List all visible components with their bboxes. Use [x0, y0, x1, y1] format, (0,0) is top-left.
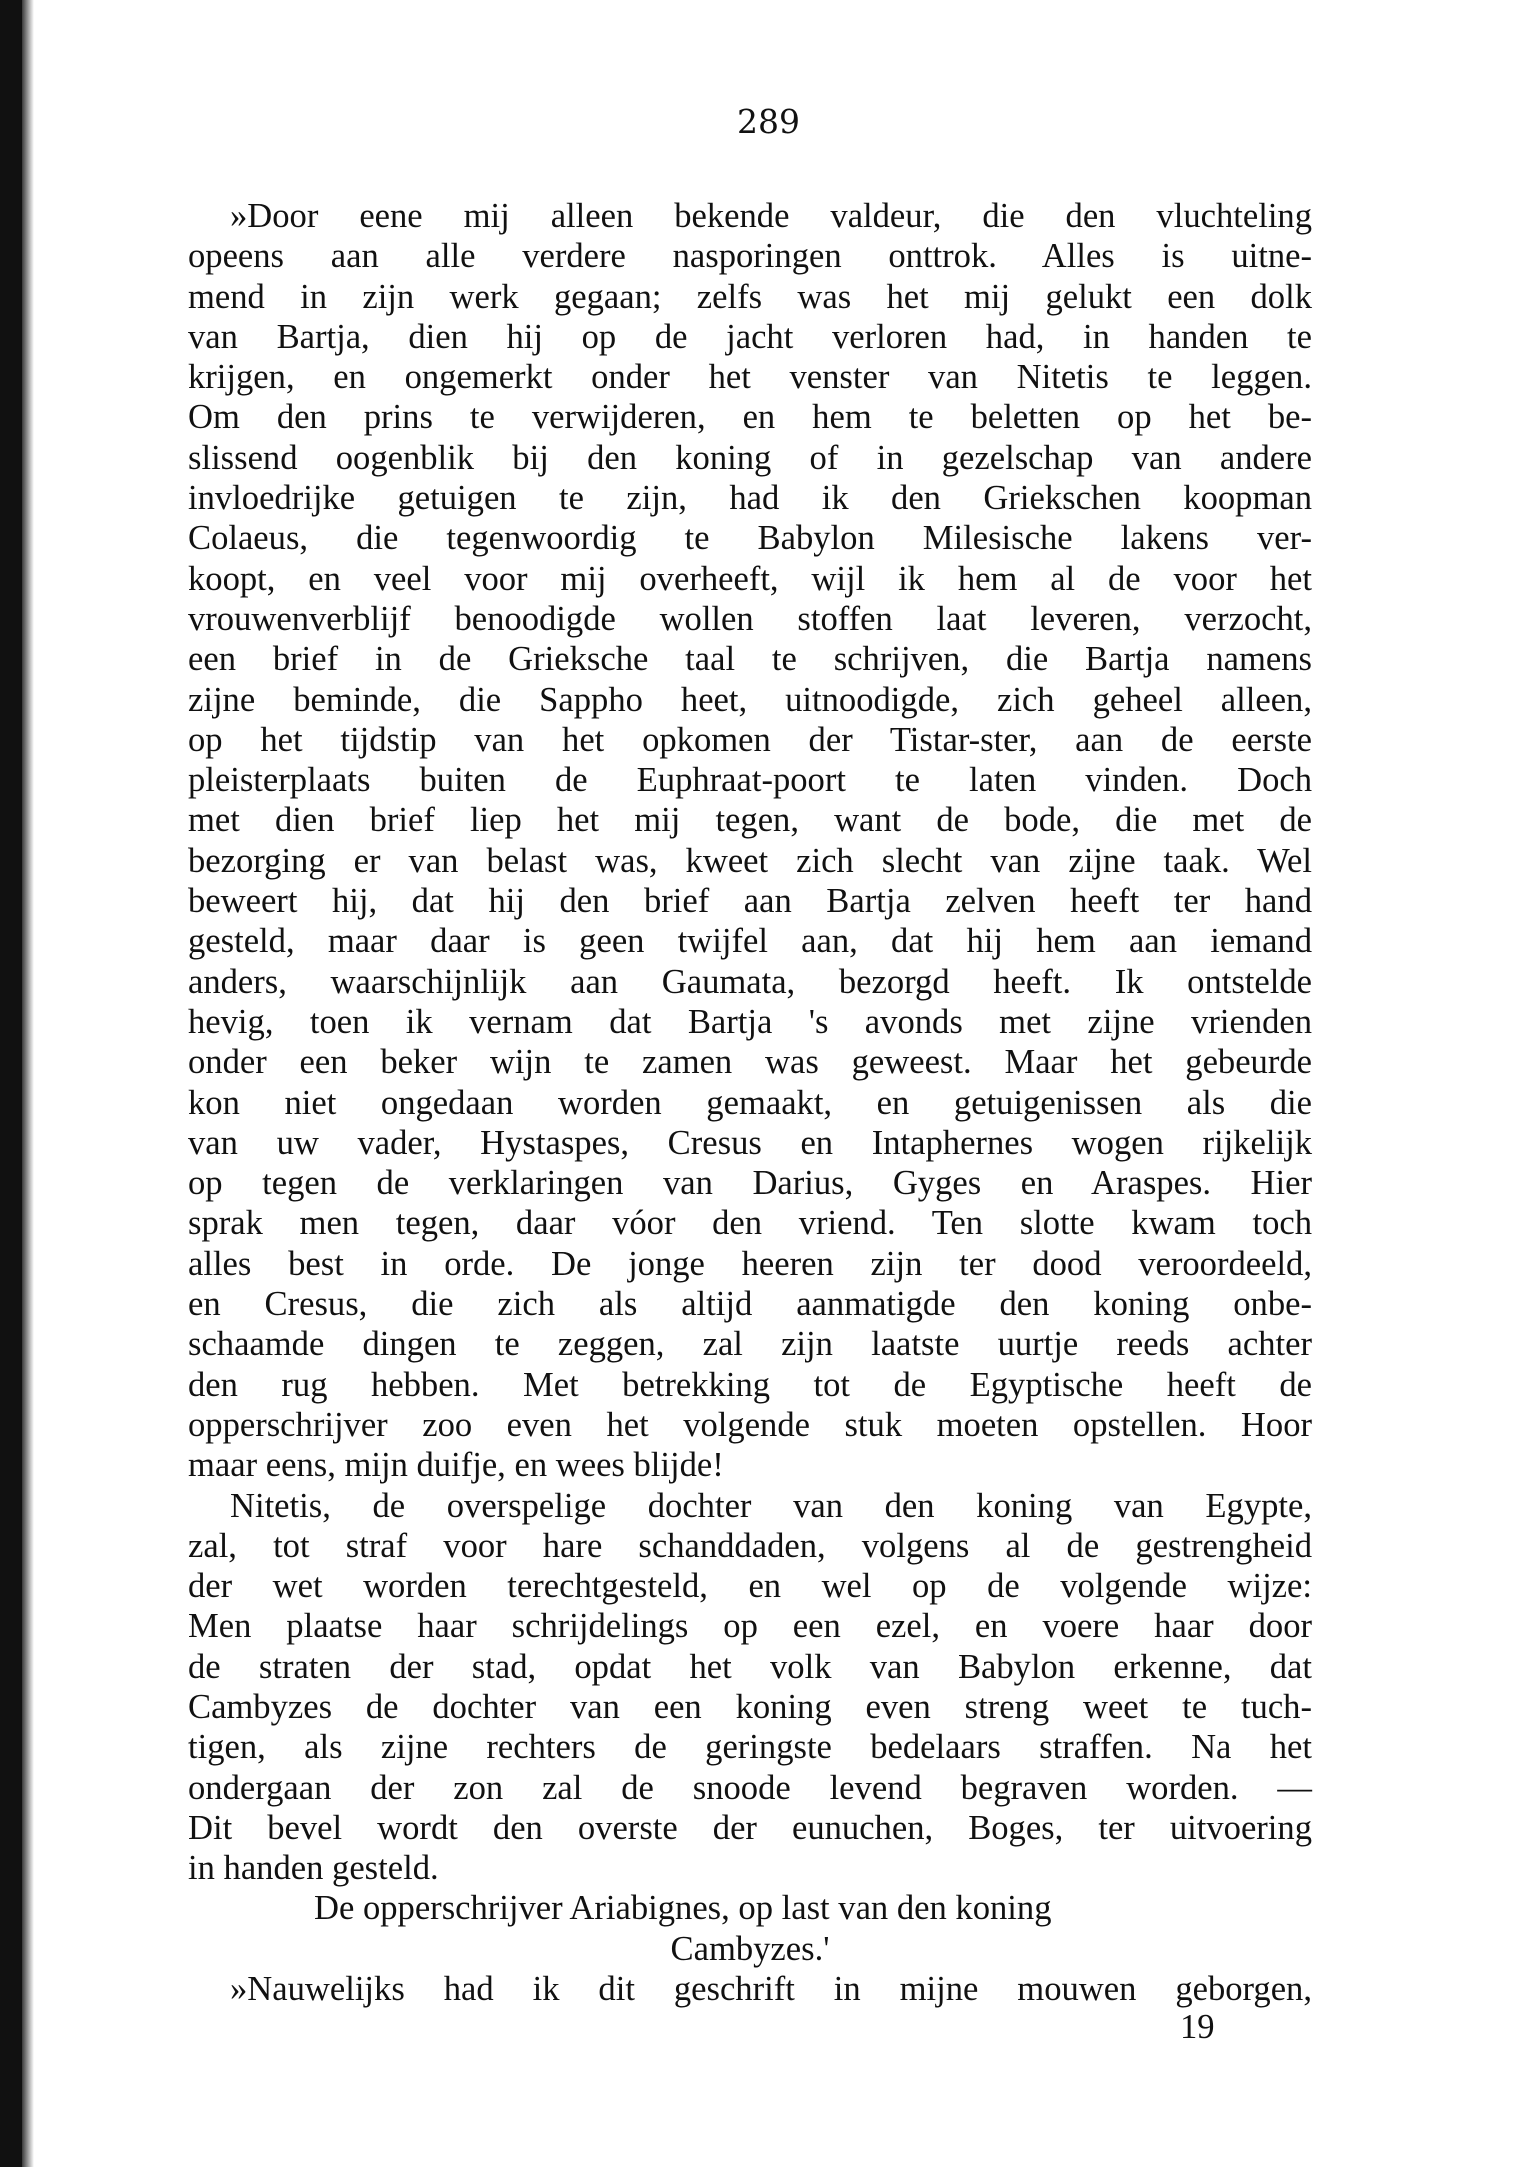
text-line: van Bartja, dien hij op de jacht verloren had, in handen te [188, 317, 1312, 356]
text-line: en Cresus, die zich als altijd aanmatigde den koning onbe- [188, 1285, 1312, 1324]
scan-binding-shadow [22, 0, 34, 2167]
page-number: 289 [737, 102, 800, 141]
text-line: beweert hij, dat hij den brief aan Bartja zelven heeft ter hand [188, 882, 1312, 921]
text-line: Nitetis, de overspelige dochter van den koning van Egypte, [230, 1486, 1312, 1525]
text-line: met dien brief liep het mij tegen, want de bode, die met de [188, 801, 1312, 840]
text-line: Dit bevel wordt den overste der eunuchen, Boges, ter uitvoering [188, 1808, 1312, 1847]
text-line: Colaeus, die tegenwoordig te Babylon Milesische lakens ver- [188, 519, 1312, 558]
text-line: een brief in de Grieksche taal te schrijven, die Bartja namens [188, 640, 1312, 679]
text-line: Cambyzes de dochter van een koning even streng weet te tuch- [188, 1687, 1312, 1726]
text-line: koopt, en veel voor mij overheeft, wijl ik hem al de voor het [188, 559, 1312, 598]
text-line: schaamde dingen te zeggen, zal zijn laatste uurtje reeds achter [188, 1325, 1312, 1364]
text-line: invloedrijke getuigen te zijn, had ik den Griekschen koopman [188, 479, 1312, 518]
text-line: zal, tot straf voor hare schanddaden, volgens al de gestrengheid [188, 1526, 1312, 1565]
text-line: »Door eene mij alleen bekende valdeur, die den vluchteling [230, 197, 1312, 235]
text-line: Men plaatse haar schrijdelings op een ezel, en voere haar door [188, 1607, 1312, 1646]
text-line: slissend oogenblik bij den koning of in gezelschap van andere [188, 438, 1312, 477]
text-line: De opperschrijver Ariabignes, op last van den koning [314, 1889, 1052, 1928]
text-line: tigen, als zijne rechters de geringste bedelaars straffen. Na het [188, 1728, 1312, 1767]
text-line: den rug hebben. Met betrekking tot de Egyptische heeft de [188, 1365, 1312, 1404]
text-line: Om den prins te verwijderen, en hem te beletten op het be- [188, 398, 1312, 437]
text-line: »Nauwelijks had ik dit geschrift in mijne mouwen geborgen, [230, 1970, 1312, 2009]
text-line: pleisterplaats buiten de Euphraat-poort te laten vinden. Doch [188, 761, 1312, 800]
text-line: anders, waarschijnlijk aan Gaumata, bezorgd heeft. Ik ontstelde [188, 962, 1312, 1001]
text-line: bezorging er van belast was, kweet zich slecht van zijne taak. Wel [188, 841, 1312, 880]
printer-signature-mark: 19 [1180, 2008, 1215, 2046]
text-line: onder een beker wijn te zamen was geweest. Maar het gebeurde [188, 1043, 1312, 1082]
text-line: gesteld, maar daar is geen twijfel aan, dat hij hem aan iemand [188, 922, 1312, 961]
text-line: opeens aan alle verdere nasporingen onttrok. Alles is uitne- [188, 237, 1312, 276]
text-line: der wet worden terechtgesteld, en wel op de volgende wijze: [188, 1567, 1312, 1606]
text-line: mend in zijn werk gegaan; zelfs was het mij gelukt een dolk [188, 277, 1312, 316]
text-line: maar eens, mijn duifje, en wees blijde! [188, 1446, 724, 1485]
text-line: van uw vader, Hystaspes, Cresus en Intaphernes wogen rijkelijk [188, 1123, 1312, 1162]
text-line: opperschrijver zoo even het volgende stuk moeten opstellen. Hoor [188, 1405, 1312, 1444]
scan-binding-edge [0, 0, 22, 2167]
text-line: op het tijdstip van het opkomen der Tistar-ster, aan de eerste [188, 720, 1312, 759]
text-line: vrouwenverblijf benoodigde wollen stoffen laat leveren, verzocht, [188, 599, 1312, 638]
text-line: krijgen, en ongemerkt onder het venster van Nitetis te leggen. [188, 358, 1312, 397]
text-line: hevig, toen ik vernam dat Bartja 's avonds met zijne vrienden [188, 1002, 1312, 1041]
text-line: zijne beminde, die Sappho heet, uitnoodigde, zich geheel alleen, [188, 680, 1312, 719]
text-line: ondergaan der zon zal de snoode levend begraven worden. — [188, 1768, 1312, 1807]
text-line: in handen gesteld. [188, 1849, 439, 1888]
text-line: op tegen de verklaringen van Darius, Gyges en Araspes. Hier [188, 1164, 1312, 1203]
text-line: alles best in orde. De jonge heeren zijn ter dood veroordeeld, [188, 1244, 1312, 1283]
text-line: de straten der stad, opdat het volk van Babylon erkenne, dat [188, 1647, 1312, 1686]
body-text [188, 196, 1312, 2009]
text-line: kon niet ongedaan worden gemaakt, en getuigenissen als die [188, 1083, 1312, 1122]
text-line: Cambyzes.' [670, 1929, 830, 1968]
text-line: sprak men tegen, daar vóor den vriend. Ten slotte kwam toch [188, 1204, 1312, 1243]
